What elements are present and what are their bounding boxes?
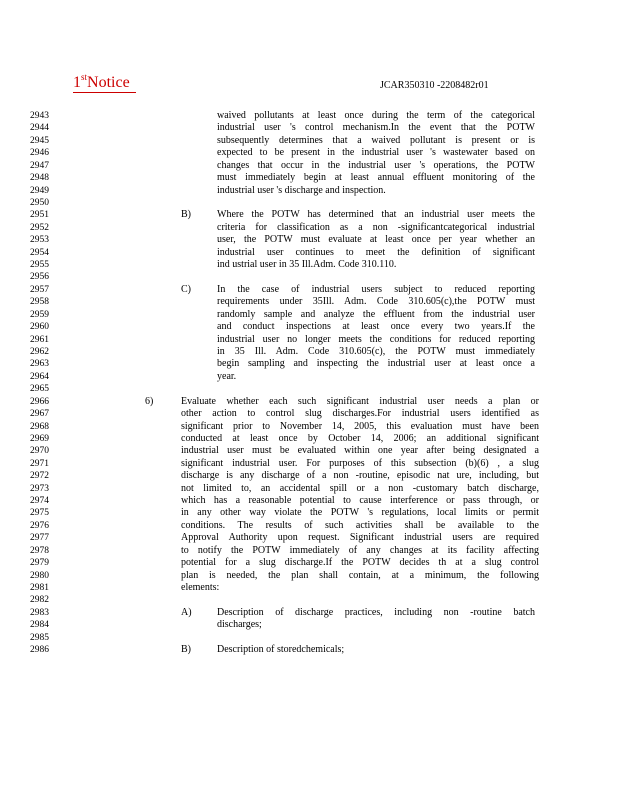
notice-prefix: 1	[73, 74, 81, 91]
line-number: 2969	[30, 433, 49, 444]
first-notice-label	[73, 74, 136, 93]
line-number: 2979	[30, 558, 49, 569]
line-number: 2985	[30, 632, 49, 643]
line-number: 2975	[30, 508, 49, 519]
line-number: 2962	[30, 346, 49, 357]
line-number: 2974	[30, 496, 49, 507]
line-number: 2949	[30, 185, 49, 196]
text-line: discharges;	[217, 619, 262, 631]
text-line: expected to be present in the industrial user 's wastewater based on	[217, 147, 535, 159]
text-line: potential for a slug discharge.If the POTW decides th at a slug control	[181, 557, 539, 569]
text-line: in any other way violate the POTW 's regulations, local limits or permit	[181, 507, 539, 519]
paragraph-marker: 6)	[145, 395, 154, 407]
line-number: 2950	[30, 197, 49, 208]
text-line: conditions. The results of such activities shall be available to the	[181, 519, 539, 531]
line-number: 2980	[30, 570, 49, 581]
text-line: plan is needed, the plan shall contain, at a minimum, the following	[181, 569, 539, 581]
text-line: industrial user continues to meet the definition of significant	[217, 246, 535, 258]
line-number: 2972	[30, 471, 49, 482]
text-line: waived pollutants at least once during the term of the categorical	[217, 110, 535, 121]
text-line: Description of storedchemicals;	[217, 644, 345, 656]
text-line: changes that occur in the industrial user 's operations, the POTW	[217, 159, 535, 171]
line-number: 2961	[30, 334, 49, 345]
text-line: Where the POTW has determined that an industrial user meets the	[217, 209, 535, 221]
text-line: year.	[217, 370, 237, 382]
line-number: 2981	[30, 582, 49, 593]
text-line: which has a reasonable potential to cause interference or pass through, or	[181, 495, 539, 507]
text-line: industrial user 's discharge and inspection.	[217, 184, 386, 196]
line-number: 2945	[30, 135, 49, 146]
line-number: 2959	[30, 309, 49, 320]
text-line: elements:	[181, 581, 220, 593]
line-number: 2946	[30, 148, 49, 159]
line-number: 2953	[30, 235, 49, 246]
line-number: 2956	[30, 272, 49, 283]
paragraph-marker: C)	[181, 283, 191, 295]
text-line: requirements under 35Ill. Adm. Code 310.605(c),the POTW must	[217, 296, 535, 308]
line-number: 2964	[30, 371, 49, 382]
line-number: 2963	[30, 359, 49, 370]
line-number: 2948	[30, 173, 49, 184]
line-number: 2954	[30, 247, 49, 258]
text-line: Evaluate whether each such significant industrial user needs a plan or	[181, 395, 539, 407]
text-line: and conduct inspections at least once every two years.If the	[217, 321, 535, 333]
paragraph-marker: B)	[181, 209, 191, 221]
notice-suffix: Notice	[87, 74, 130, 91]
text-line: randomly sample and analyze the effluent from the industrial user	[217, 308, 535, 320]
text-line: in 35 Ill. Adm. Code 310.605(c), the POTW must immediately	[217, 345, 535, 357]
text-line: discharge is any discharge of a non -routine, episodic nat ure, including, but	[181, 470, 539, 482]
text-line: conducted at least once by October 14, 2006; an additional significant	[181, 432, 539, 444]
paragraph-marker: A)	[181, 606, 192, 618]
line-number: 2952	[30, 222, 49, 233]
text-line: Description of discharge practices, including non -routine batch	[217, 606, 535, 618]
text-line: user, the POTW must evaluate at least once per year whether an	[217, 234, 535, 246]
text-line: criteria for classification as a non -significantcategorical industrial	[217, 221, 535, 233]
text-line: ind ustrial user in 35 Ill.Adm. Code 310.110.	[217, 259, 397, 271]
paragraph-marker: B)	[181, 644, 191, 656]
text-line: not limited to, an accidental spill or a non -customary batch discharge,	[181, 482, 539, 494]
text-line: must immediately begin at least annual effluent monitoring of the	[217, 172, 535, 184]
text-line: In the case of industrial users subject to reduced reporting	[217, 283, 535, 295]
text-line: significant prior to November 14, 2005, this evaluation must have been	[181, 420, 539, 432]
line-number: 2977	[30, 533, 49, 544]
line-number: 2960	[30, 322, 49, 333]
document-id: JCAR350310 -2208482r01	[380, 80, 489, 91]
line-number: 2967	[30, 409, 49, 420]
line-number: 2957	[30, 284, 49, 295]
line-number: 2944	[30, 123, 49, 134]
line-number: 2982	[30, 595, 49, 606]
line-number: 2968	[30, 421, 49, 432]
line-number: 2958	[30, 297, 49, 308]
line-number: 2983	[30, 607, 49, 618]
text-line: industrial user no longer meets the conditions for reduced reporting	[217, 333, 535, 345]
line-number: 2973	[30, 483, 49, 494]
text-line: industrial user must be evaluated within one year after being designated a	[181, 445, 539, 457]
line-number: 2947	[30, 160, 49, 171]
line-number: 2943	[30, 111, 49, 121]
line-number: 2984	[30, 620, 49, 631]
text-line: industrial user 's control mechanism.In the event that the POTW	[217, 122, 535, 134]
text-line: other action to control slug discharges.For industrial users identified as	[181, 408, 539, 420]
line-number: 2976	[30, 520, 49, 531]
line-number: 2978	[30, 545, 49, 556]
line-number: 2966	[30, 396, 49, 407]
line-number: 2970	[30, 446, 49, 457]
line-number: 2986	[30, 645, 49, 656]
text-line: begin sampling and inspecting the industrial user at least once a	[217, 358, 535, 370]
line-number: 2965	[30, 384, 49, 395]
text-line: to notify the POTW immediately of any changes at its facility affecting	[181, 544, 539, 556]
notice-superscript: st	[81, 72, 88, 82]
line-number: 2951	[30, 210, 49, 221]
line-number: 2955	[30, 260, 49, 271]
line-number: 2971	[30, 458, 49, 469]
text-line: Approval Authority upon request. Significant industrial users are required	[181, 532, 539, 544]
text-line: significant industrial user. For purposes of this subsection (b)(6) , a slug	[181, 457, 539, 469]
text-line: subsequently determines that a waived pollutant is present or is	[217, 134, 535, 146]
